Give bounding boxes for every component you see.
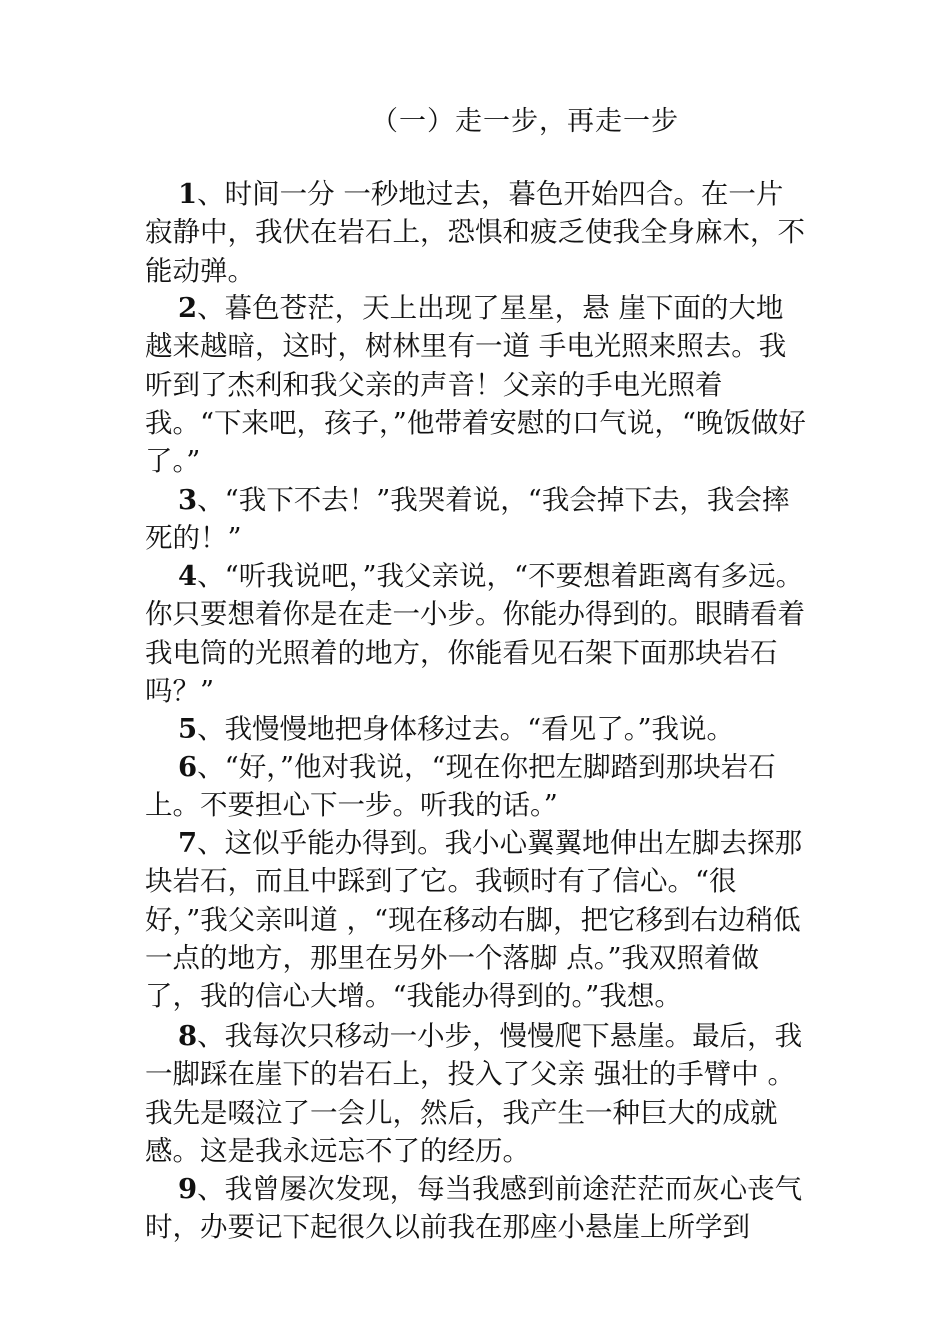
paragraph-number: 6 <box>178 751 198 783</box>
paragraph-9 <box>145 1170 810 1247</box>
paragraph-number: 4 <box>178 560 198 592</box>
document-title: （一）走一步，再走一步 <box>371 106 679 137</box>
paragraph-3 <box>145 481 810 558</box>
paragraph-8 <box>145 1017 810 1170</box>
paragraph-6 <box>145 748 810 825</box>
paragraph-number: 7 <box>178 827 198 859</box>
paragraph-text: 、我曾屡次发现，每当我感到前途茫茫而灰心丧气时，办要记下起很久以前我在那座小悬崖上所学到 <box>145 1173 803 1244</box>
paragraph-text: 、我每次只移动一小步，慢慢爬下悬崖。最后，我一脚踩在崖下的岩石上，投入了父亲 强壮的手臂中 。我先是啜泣了一会儿，然后，我产生一种巨大的成就感。这是我永远忘不了的经历。 <box>145 1020 803 1167</box>
paragraph-text: 、这似乎能办得到。我小心翼翼地伸出左脚去探那块岩石，而且中踩到了它。我顿时有了信心。“很好，”我父亲叫道 ，“现在移动右脚，把它移到右边稍低一点的地方，那里在另外一个落脚 点。”我双照着做了，我的信心大增。“我能办得到的。”我想。 <box>145 827 803 1013</box>
paragraph-number: 8 <box>178 1020 198 1052</box>
paragraph-number: 2 <box>178 292 198 324</box>
paragraph-1 <box>145 175 810 290</box>
paragraph-number: 1 <box>178 178 198 210</box>
paragraph-2 <box>145 289 810 480</box>
paragraph-4 <box>145 557 810 710</box>
paragraph-text: 、“听我说吧，”我父亲说，“不要想着距离有多远。你只要想着你是在走一小步。你能办得到的。眼睛看着我电筒的光照着的地方，你能看见石架下面那块岩石吗？” <box>145 560 805 707</box>
paragraph-number: 5 <box>178 713 198 745</box>
paragraph-text: 、“我下不去！”我哭着说，“我会掉下去，我会摔死的！” <box>145 484 790 555</box>
paragraph-text: 、时间一分 一秒地过去，暮色开始四合。在一片寂静中，我伏在岩石上，恐惧和疲乏使我全身麻木，不能动弹。 <box>145 178 805 287</box>
paragraph-7 <box>145 824 810 1015</box>
paragraph-number: 9 <box>178 1173 198 1205</box>
paragraph-number: 3 <box>178 484 198 516</box>
paragraph-5 <box>145 710 810 748</box>
paragraph-text: 、暮色苍茫，天上出现了星星，悬 崖下面的大地越来越暗，这时，树林里有一道 手电光照来照去。我听到了杰利和我父亲的声音！父亲的手电光照着我。“下来吧，孩子，”他带着安慰的口气说，“晚饭做好了。” <box>145 292 806 478</box>
paragraph-text: 、我慢慢地把身体移过去。“看见了。”我说。 <box>197 713 735 745</box>
paragraph-text: 、“好，”他对我说，“现在你把左脚踏到那块岩石上。不要担心下一步。听我的话。” <box>145 751 776 822</box>
